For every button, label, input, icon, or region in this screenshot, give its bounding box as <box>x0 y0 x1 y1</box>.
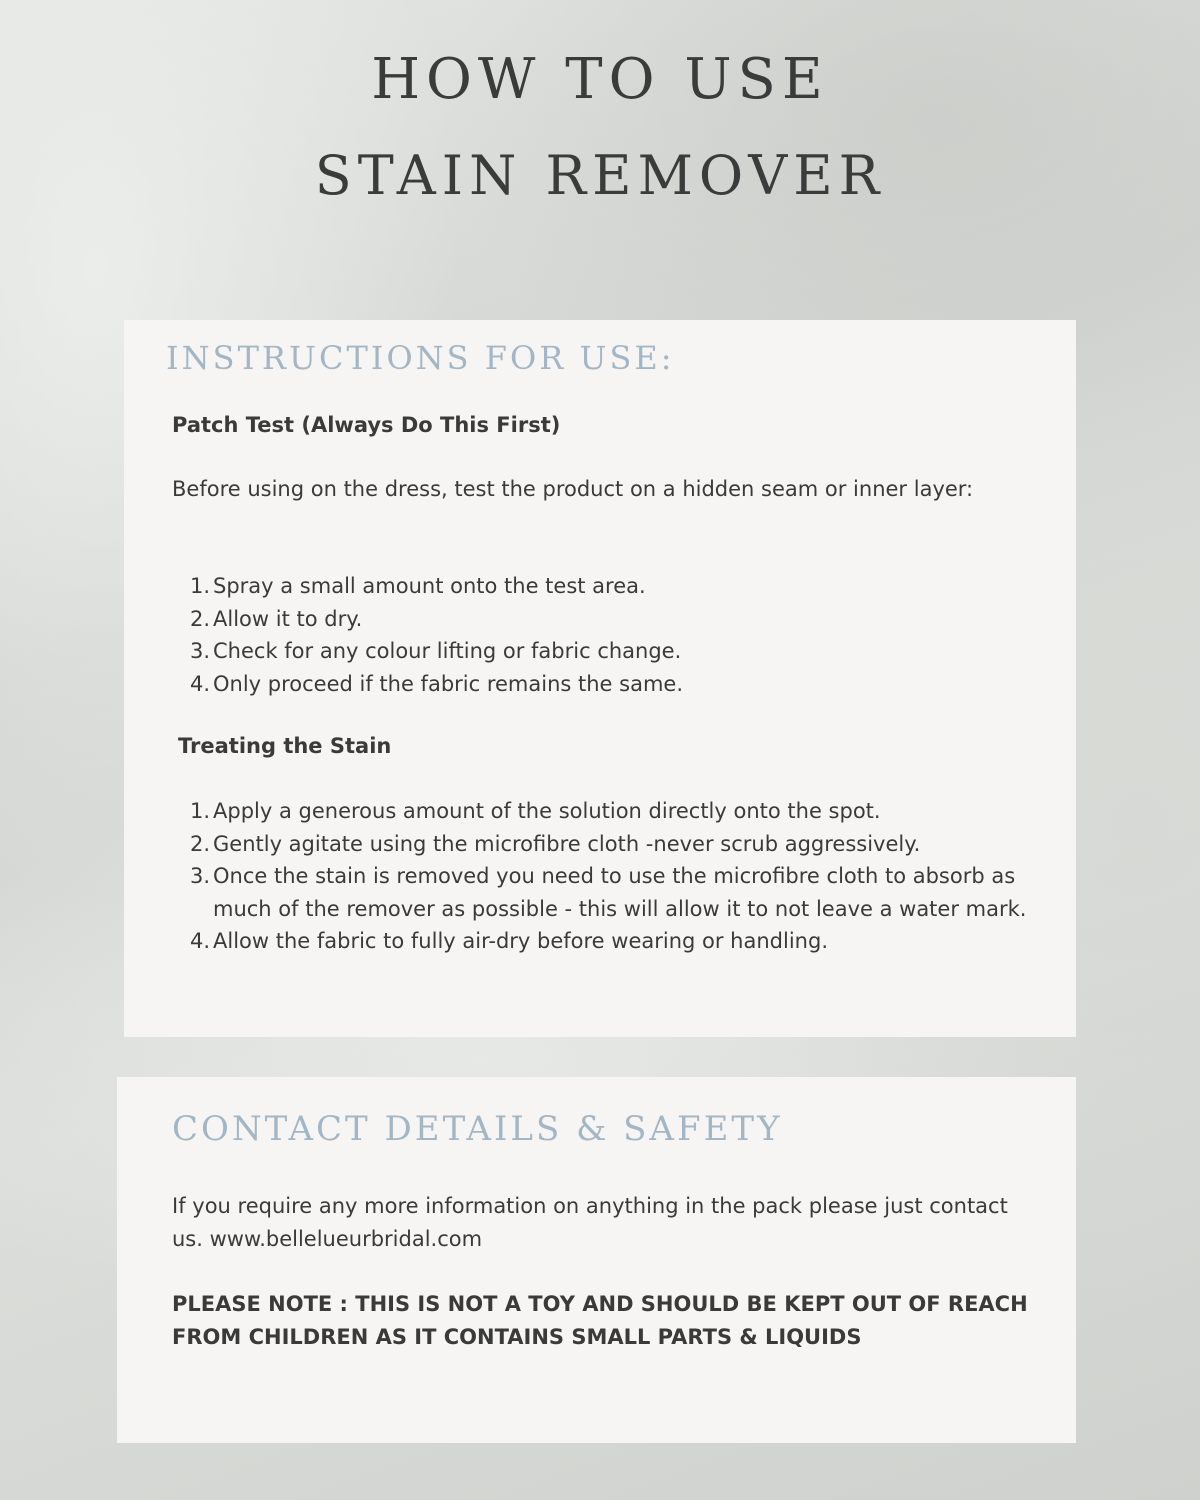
contact-heading: CONTACT DETAILS & SAFETY <box>172 1109 783 1149</box>
page-title-line-2: STAIN REMOVER <box>314 144 886 207</box>
contact-card <box>117 1077 1076 1443</box>
treating-stain-step: Gently agitate using the microfibre cloth -never scrub aggressively. <box>213 831 921 856</box>
page-title <box>0 40 1200 216</box>
patch-test-step: Only proceed if the fabric remains the same. <box>213 671 684 696</box>
patch-test-title: Patch Test (Always Do This First) <box>172 413 561 437</box>
instructions-heading: INSTRUCTIONS FOR USE: <box>166 339 675 377</box>
patch-test-step: Allow it to dry. <box>213 606 363 631</box>
page-title-line-1: HOW TO USE <box>371 47 829 112</box>
treating-stain-step: Apply a generous amount of the solution directly onto the spot. <box>213 799 881 823</box>
treating-stain-step: Allow the fabric to fully air-dry before wearing or handling. <box>213 929 828 953</box>
patch-test-steps <box>172 570 1032 700</box>
instructions-card <box>124 320 1076 1037</box>
patch-test-step: Check for any colour lifting or fabric change. <box>213 639 682 663</box>
patch-test-step: Spray a small amount onto the test area. <box>213 574 646 598</box>
treating-stain-step: Once the stain is removed you need to use the microfibre cloth to absorb as much of the remover as possible - this will allow it to not leave a water mark. <box>213 864 1027 921</box>
patch-test-intro: Before using on the dress, test the product on a hidden seam or inner layer: <box>172 477 974 501</box>
treating-stain-title: Treating the Stain <box>178 734 392 758</box>
treating-stain-steps <box>172 795 1032 958</box>
contact-text: If you require any more information on anything in the pack please just contact us. www.bellelueurbridal.com <box>172 1194 1008 1251</box>
safety-note: PLEASE NOTE : THIS IS NOT A TOY AND SHOULD BE KEPT OUT OF REACH FROM CHILDREN AS IT CONTAINS SMALL PARTS & LIQUIDS <box>172 1292 1028 1349</box>
